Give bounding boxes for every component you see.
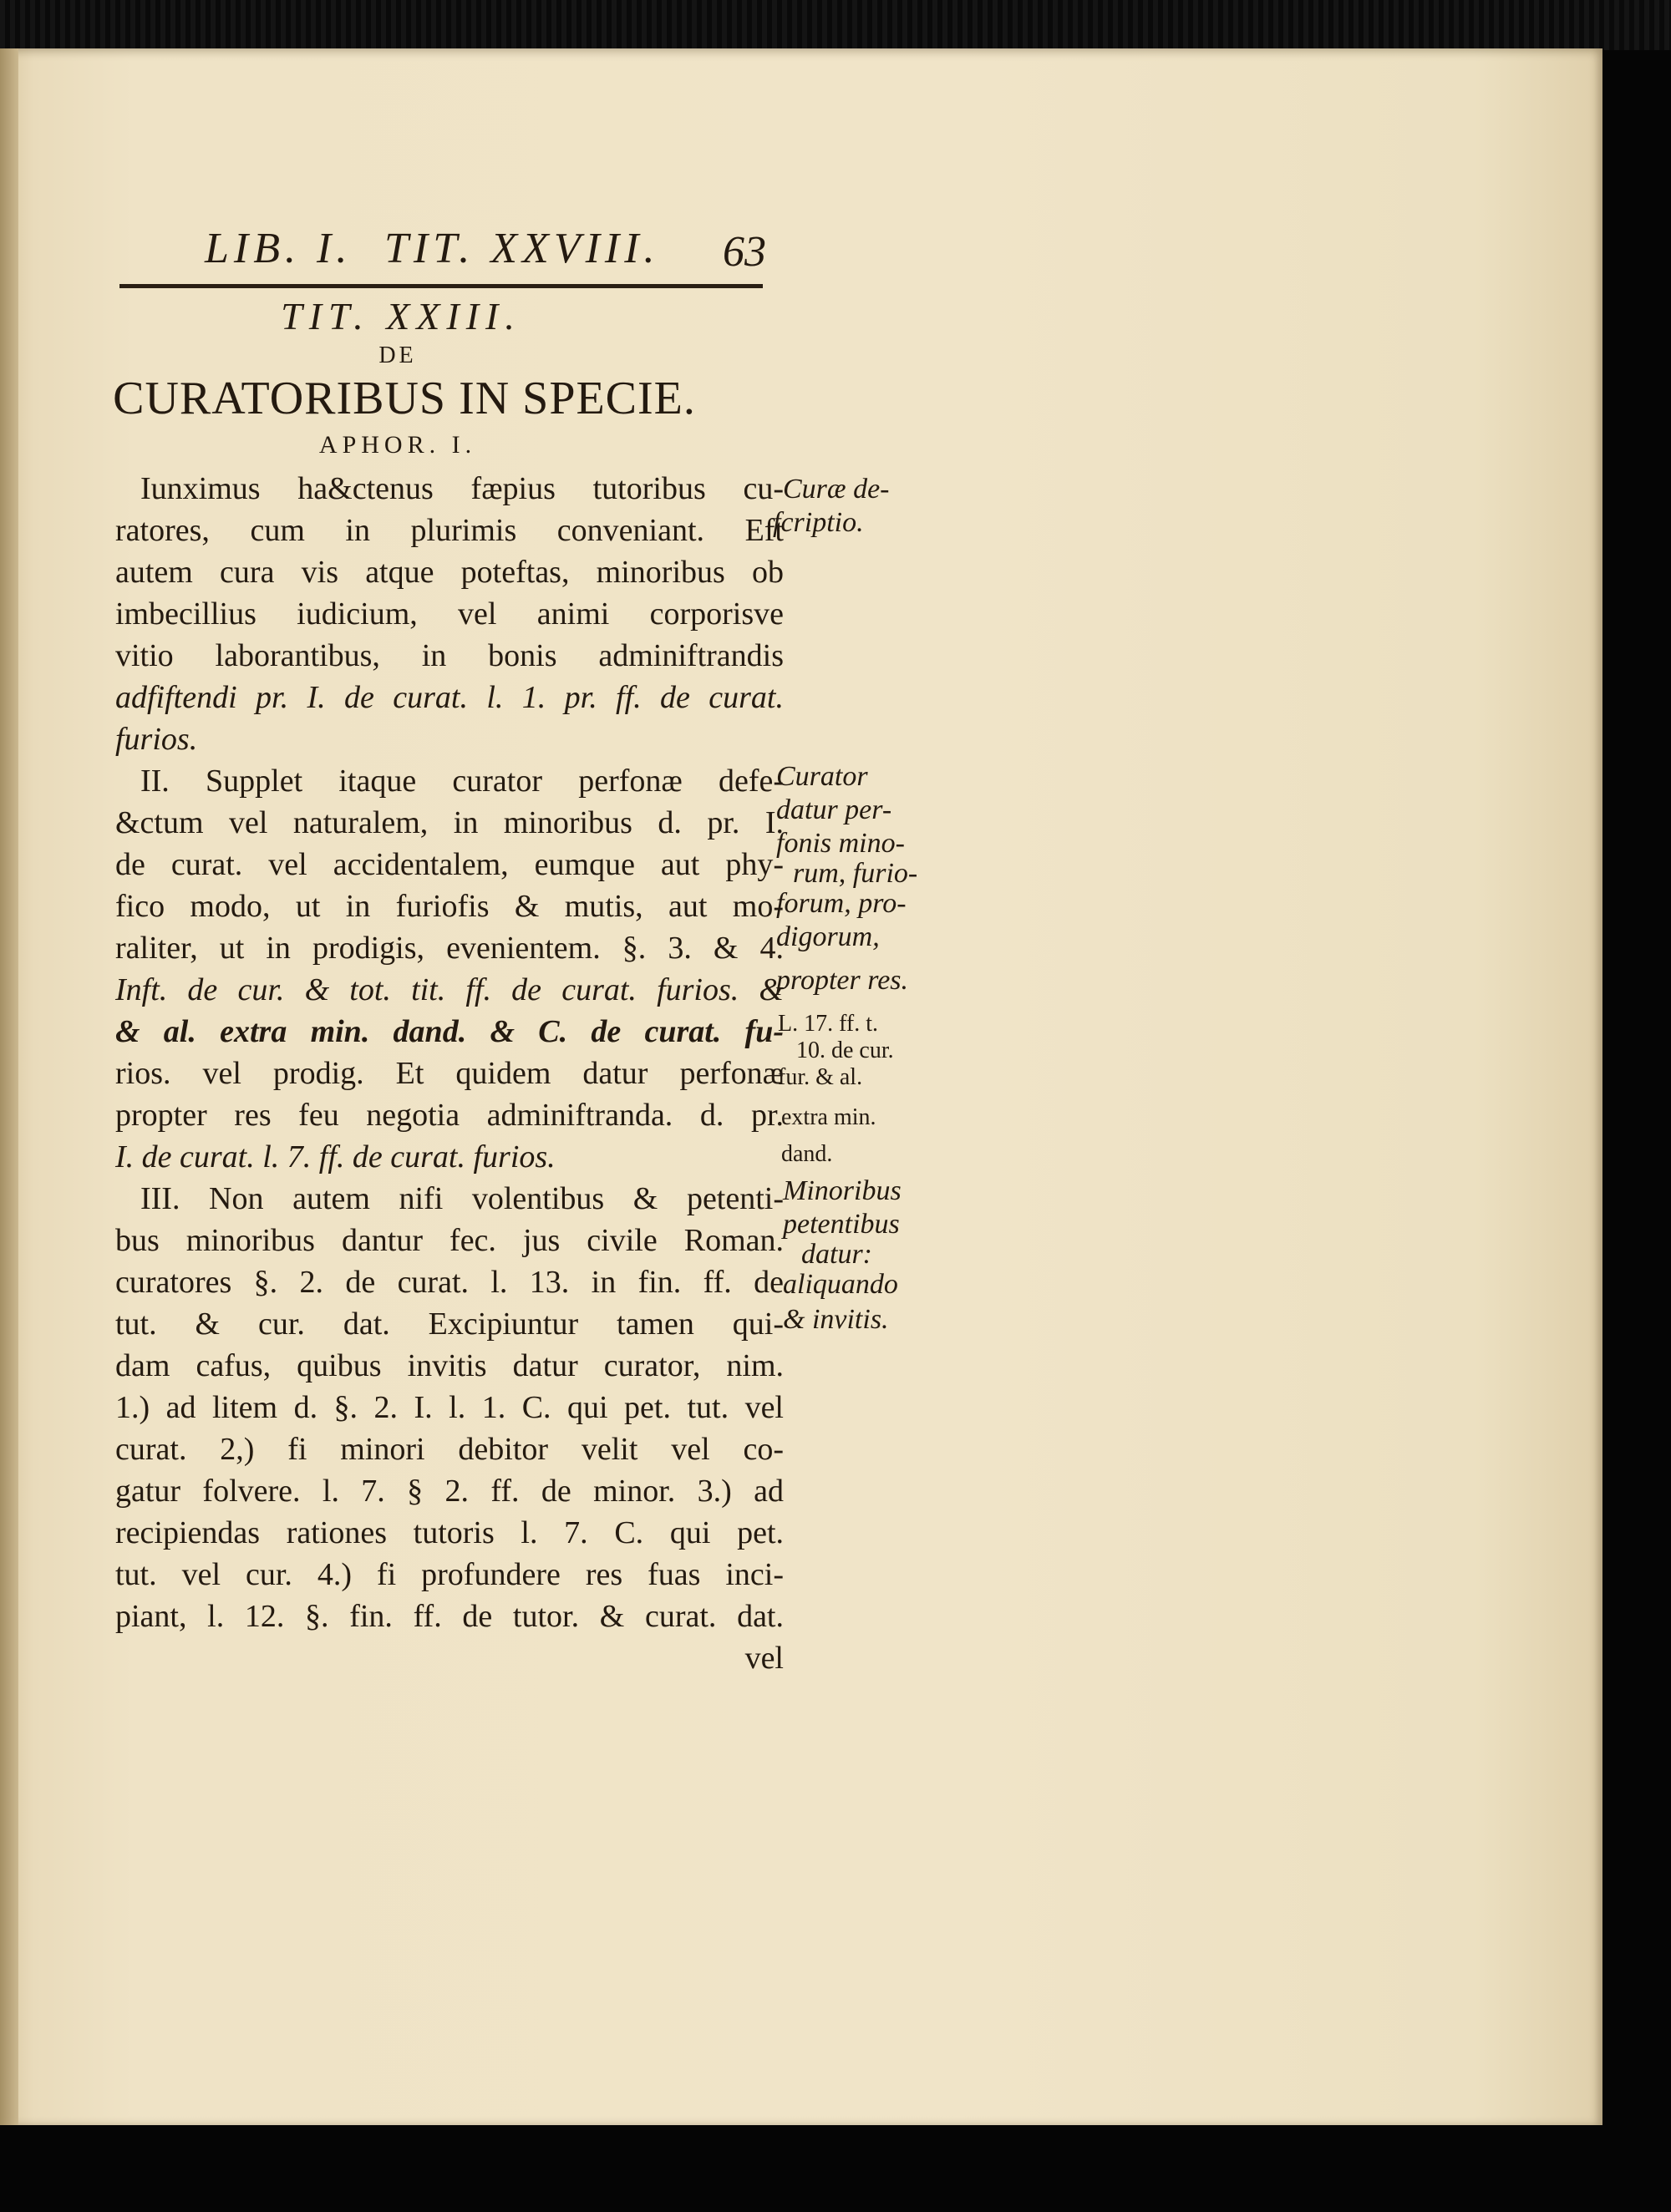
text-line: adfiftendi pr. I. de curat. l. 1. pr. ff. de curat. xyxy=(115,680,784,715)
text-line: vitio laborantibus, in bonis adminiftrandis xyxy=(115,638,784,673)
text-line: piant, l. 12. §. fin. ff. de tutor. & curat. dat. xyxy=(115,1599,784,1634)
text-line: de curat. vel accidentalem, eumque aut phy- xyxy=(115,847,784,882)
margin-note: Curator xyxy=(776,761,868,792)
text-line: curat. 2,) fi minori debitor velit vel co- xyxy=(115,1432,784,1467)
margin-note: digorum, xyxy=(776,921,880,952)
margin-note: petentibus xyxy=(783,1209,900,1240)
margin-note: & invitis. xyxy=(783,1304,889,1335)
text-line: furios. xyxy=(115,722,198,757)
margin-note: propter res. xyxy=(776,965,909,996)
margin-note: fonis mino- xyxy=(776,828,905,859)
title-de: DE xyxy=(378,342,417,368)
text-line: Inft. de cur. & tot. tit. ff. de curat. furios. & xyxy=(115,972,784,1007)
margin-note: extra min. xyxy=(781,1104,876,1130)
text-line: raliter, ut in prodigis, evenientem. §. 3. & 4. xyxy=(115,931,784,966)
text-line: &ctum vel naturalem, in minoribus d. pr. I. xyxy=(115,805,784,840)
text-line: tut. vel cur. 4.) fi profundere res fuas inci- xyxy=(115,1557,784,1592)
text-line: bus minoribus dantur fec. jus civile Roman. xyxy=(115,1223,784,1258)
margin-note: Minoribus xyxy=(783,1175,902,1206)
text-line: dam cafus, quibus invitis datur curator, nim. xyxy=(115,1348,784,1383)
margin-note: fur. & al. xyxy=(778,1064,863,1090)
margin-note: 10. de cur. xyxy=(796,1038,894,1063)
text-line: fico modo, ut in furiofis & mutis, aut mo- xyxy=(115,889,784,924)
text-line: rios. vel prodig. Et quidem datur perfonæ xyxy=(115,1056,784,1091)
text-line: Iunximus ha&ctenus fæpius tutoribus cu- xyxy=(140,471,784,506)
text-line: imbecillius iudicium, vel animi corporisve xyxy=(115,596,784,632)
text-line: recipiendas rationes tutoris l. 7. C. qui pet. xyxy=(115,1515,784,1550)
running-head-title: TIT. XXVIII. xyxy=(384,225,660,272)
text-line: curatores §. 2. de curat. l. 13. in fin. ff. de xyxy=(115,1265,784,1300)
margin-note: aliquando xyxy=(783,1269,898,1300)
aphorism-heading: APHOR. I. xyxy=(318,431,477,459)
margin-note: Curæ de- xyxy=(783,474,890,505)
text-line: ratores, cum in plurimis conveniant. Eft xyxy=(115,513,784,548)
margin-note: datur: xyxy=(801,1239,872,1270)
running-head-book: LIB. I. xyxy=(205,225,353,272)
text-line: & al. extra min. dand. & C. de curat. fu- xyxy=(115,1014,784,1049)
page-title: CURATORIBUS IN SPECIE. xyxy=(113,373,696,424)
text-line: propter res feu negotia adminiftranda. d. pr. xyxy=(115,1098,784,1133)
text-line: I. de curat. l. 7. ff. de curat. furios. xyxy=(115,1139,556,1174)
margin-note: datur per- xyxy=(776,794,892,825)
running-head xyxy=(205,224,773,282)
margin-note: L. 17. ff. t. xyxy=(778,1011,879,1037)
text-line: III. Non autem nifi volentibus & petenti- xyxy=(140,1181,784,1216)
text-line: 1.) ad litem d. §. 2. I. l. 1. C. qui pet. tut. vel xyxy=(115,1390,784,1425)
text-line: autem cura vis atque poteftas, minoribus ob xyxy=(115,555,784,590)
text-line: tut. & cur. dat. Excipiuntur tamen qui- xyxy=(115,1306,784,1342)
header-rule xyxy=(119,284,763,288)
margin-note: dand. xyxy=(781,1141,833,1167)
page-number: 63 xyxy=(723,228,766,276)
margin-note: forum, pro- xyxy=(776,888,907,919)
title-number: TIT. XXIII. xyxy=(281,295,521,337)
scan-background-top xyxy=(0,0,1671,50)
text-line: gatur folvere. l. 7. § 2. ff. de minor. 3.) ad xyxy=(115,1474,784,1509)
catchword: vel xyxy=(744,1641,784,1676)
text-line: II. Supplet itaque curator perfonæ defe- xyxy=(140,764,784,799)
margin-note: rum, furio- xyxy=(793,858,918,889)
margin-note: fcriptio. xyxy=(773,507,864,538)
